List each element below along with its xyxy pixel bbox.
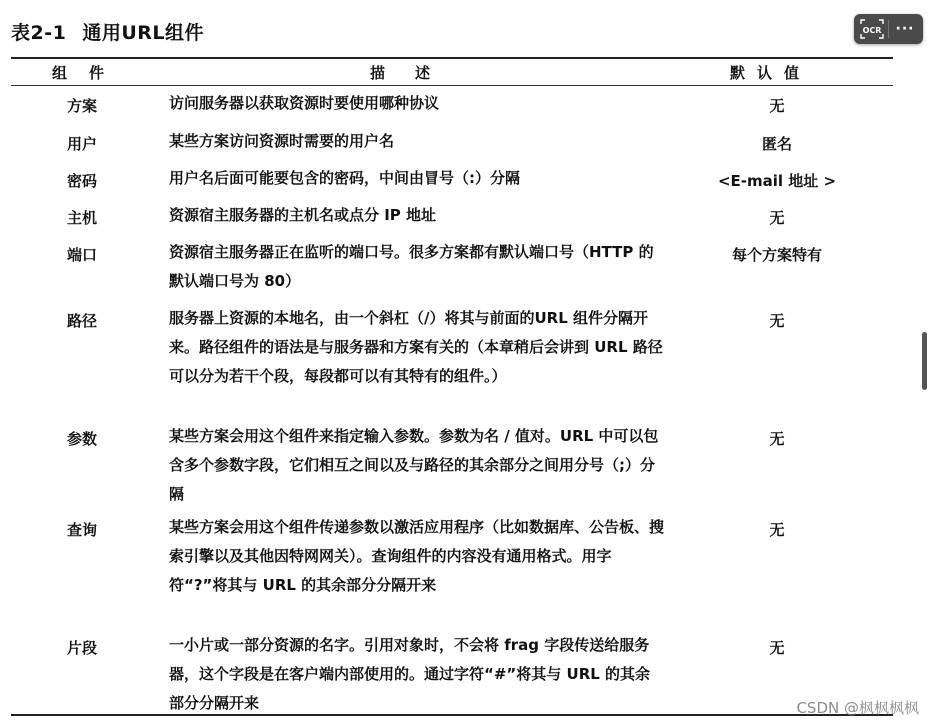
row-default: 匿名: [761, 135, 792, 153]
row-name: 查询: [67, 521, 98, 539]
row-default: <E-mail 地址 >: [717, 172, 837, 190]
header-description: 描述: [370, 64, 461, 82]
row-description: 资源宿主服务器的主机名或点分 IP 地址: [169, 206, 437, 224]
ocr-label: OCR: [862, 26, 882, 35]
table-number: 表2-1: [11, 22, 67, 44]
row-default: 无: [769, 209, 785, 227]
row-name: 方案: [67, 97, 98, 115]
row-description: 某些方案访问资源时需要的用户名: [169, 132, 395, 150]
row-name: 密码: [67, 172, 98, 190]
row-description: 一小片或一部分资源的名字。引用对象时，不会将 frag 字段传送给服务器，这个字段是在客户端内部使用的。通过字符“#”将其与 URL 的其余部分分隔开来: [169, 636, 651, 712]
row-name: 路径: [67, 312, 98, 330]
row-description: 资源宿主服务器正在监听的端口号。很多方案都有默认端口号（HTTP 的默认端口号为 80）: [169, 243, 654, 290]
watermark: CSDN @枫枫枫枫: [796, 699, 919, 717]
row-description: 服务器上资源的本地名，由一个斜杠（/）将其与前面的URL 组件分隔开来。路径组件的语法是与服务器和方案有关的（本章稍后会讲到 URL 路径可以分为若干个段，每段都可以有其特有的组件。）: [169, 309, 663, 385]
row-default: 无: [769, 312, 785, 330]
toolbar-divider: [888, 20, 889, 38]
row-default: 无: [769, 97, 785, 115]
ocr-icon: [860, 19, 884, 39]
more-button[interactable]: [891, 17, 919, 41]
row-name: 端口: [67, 246, 98, 264]
header-component: 组件: [52, 64, 127, 82]
row-name: 片段: [67, 639, 98, 657]
table-title-text: 通用URL组件: [82, 22, 204, 44]
row-description: 用户名后面可能要包含的密码，中间由冒号（:）分隔: [169, 169, 521, 187]
row-default: 无: [769, 430, 785, 448]
row-description: 访问服务器以获取资源时要使用哪种协议: [169, 94, 440, 112]
more-icon: ···: [895, 21, 915, 37]
row-name: 参数: [67, 430, 98, 448]
row-description: 某些方案会用这个组件来指定输入参数。参数为名 / 值对。URL 中可以包含多个参数字段，它们相互之间以及与路径的其余部分之间用分号（;）分隔: [169, 427, 659, 503]
ocr-button[interactable]: [858, 17, 886, 41]
row-description: 某些方案会用这个组件传递参数以激活应用程序（比如数据库、公告板、搜索引擎以及其他因特网网关）。查询组件的内容没有通用格式。用字符“?”将其与 URL 的其余部分分隔开来: [169, 518, 665, 594]
row-default: 无: [769, 521, 785, 539]
row-default: 每个方案特有: [731, 246, 822, 264]
image-toolbar: [854, 14, 923, 44]
vertical-scrollbar[interactable]: [922, 332, 927, 390]
row-default: 无: [769, 639, 785, 657]
header-default: 默认值: [730, 64, 812, 82]
table-header-rule: [11, 85, 893, 86]
table-top-rule: [11, 57, 893, 59]
row-name: 用户: [67, 135, 98, 153]
table-title: [11, 18, 204, 45]
row-name: 主机: [67, 209, 98, 227]
